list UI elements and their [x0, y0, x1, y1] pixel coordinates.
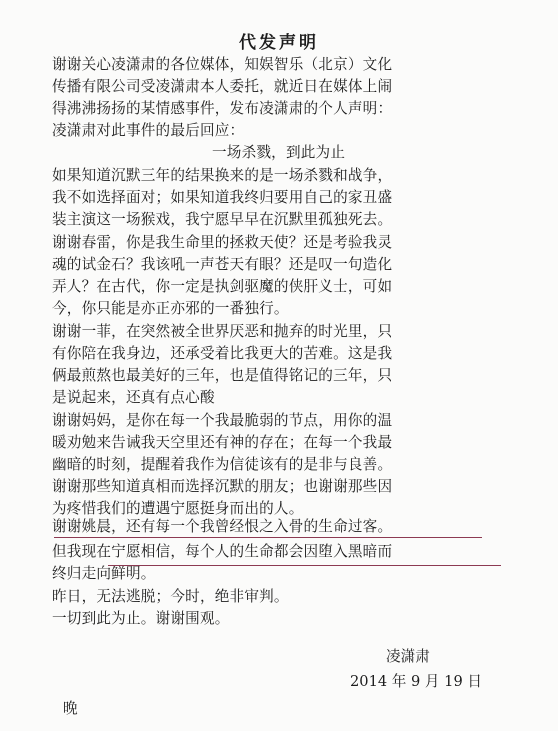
- signature: 凌潇肃: [386, 648, 430, 665]
- text-line: 装主演这一场猴戏，我宁愿早早在沉默里孤独死去。: [52, 211, 393, 228]
- handwritten-underline: [54, 537, 482, 538]
- subtitle-line: 一场杀戮，到此为止: [212, 144, 346, 161]
- text-line: 一切到此为止。谢谢围观。: [52, 610, 230, 627]
- text-line: 但我现在宁愿相信，每个人的生命都会因堕入黑暗而: [52, 543, 393, 560]
- text-line: 得沸沸扬扬的某情感事件，发布凌潇肃的个人声明：: [52, 100, 393, 117]
- text-line: 传播有限公司受凌潇肃本人委托，就近日在媒体上闹: [52, 78, 393, 95]
- text-line: 谢谢姚晨，还有每一个我曾经恨之入骨的生命过客。: [52, 518, 393, 535]
- text-line: 有你陪在我身边，还承受着比我更大的苦难。这是我: [52, 345, 393, 362]
- text-line: 谢谢那些知道真相而选择沉默的朋友；也谢谢那些因: [52, 478, 393, 495]
- text-line: 为疼惜我们的遭遇宁愿挺身而出的人。: [52, 500, 304, 517]
- text-line: 今，你只能是亦正亦邪的一番独行。: [52, 300, 289, 317]
- text-line: 魂的试金石？我该吼一声苍天有眼？还是叹一句造化: [52, 256, 393, 273]
- text-line: 我不如选择面对；如果知道我终归要用自己的家丑盛: [52, 189, 393, 206]
- text-line: 谢谢妈妈，是你在每一个我最脆弱的节点，用你的温: [52, 412, 393, 429]
- text-line: 谢谢一菲，在突然被全世界厌恶和抛弃的时光里，只: [52, 323, 393, 340]
- text-line: 谢谢春雷，你是我生命里的拯救天使？还是考验我灵: [52, 234, 393, 251]
- text-line: 终归走向鲜明。: [52, 565, 156, 582]
- text-line: 如果知道沉默三年的结果换来的是一场杀戮和战争，: [52, 167, 393, 184]
- document-title: 代发声明: [239, 33, 319, 53]
- text-line: 是说起来，还真有点心酸: [52, 389, 215, 406]
- text-line: 俩最煎熬也最美好的三年，也是值得铭记的三年，只: [52, 367, 393, 384]
- text-line: 昨日，无法逃脱；今时，绝非审判。: [52, 588, 289, 605]
- signature-date: 2014 年 9 月 19 日: [350, 673, 482, 690]
- text-line: 幽暗的时刻，提醒着我作为信徒该有的是非与良善。: [52, 456, 393, 473]
- footer-mark: 晚: [63, 700, 78, 717]
- text-line: 凌潇肃对此事件的最后回应：: [52, 122, 245, 139]
- text-line: 弄人？在古代，你一定是执剑驱魔的侠肝义士，可如: [52, 278, 393, 295]
- text-line: 谢谢关心凌潇肃的各位媒体，知娱智乐（北京）文化: [52, 56, 393, 73]
- handwritten-underline: [108, 565, 501, 566]
- text-line: 暖劝勉来告诫我天空里还有神的存在；在每一个我最: [52, 434, 393, 451]
